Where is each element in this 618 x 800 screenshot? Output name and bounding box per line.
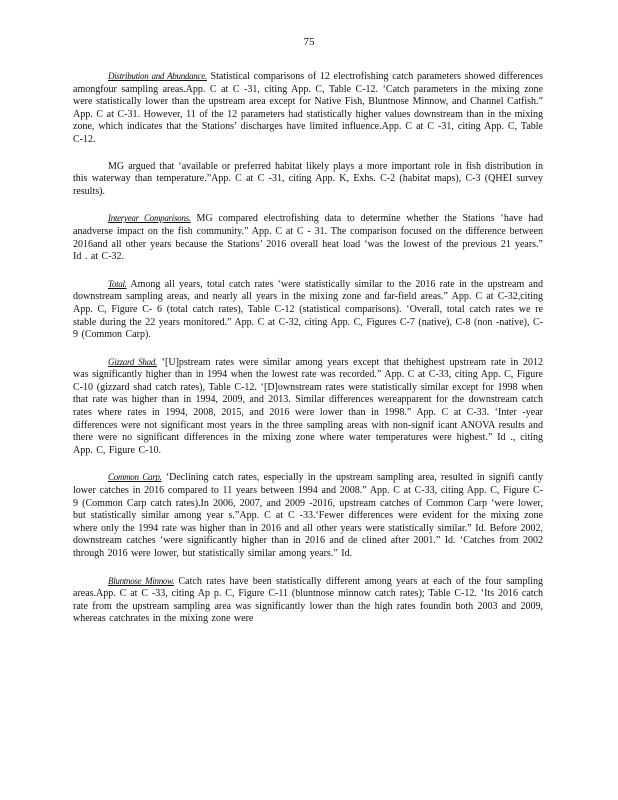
- paragraph-text: MG argued that ‘available or preferred habitat likely plays a more important role in fish distribution in this waterway than temperature.”App. C at C -31, citing App. K, Exhs. C-2 (habitat maps), C-3 (QHEI survey results).: [73, 160, 543, 197]
- paragraph-distribution-abundance: [73, 70, 543, 147]
- paragraph-text: ‘Declining catch rates, especially in the upstream sampling area, resulted in signifi cantly lower catches in 2016 compared to 11 years between 1994 and 2008.” App. C at C-33, citing App. C, Figure C-9 (Common Carp catch rates).In 2006, 2007, and 2009 -2016, upstream catches of Common Carp ‘were lower, but statistically similar among year s.”App. C at C -33.‘Fewer differences were evident for the mixing zone where only the 1994 rate was higher than in 2016 and all other years were statistically similar.” Id. Before 2002, downstream catches ‘were significantly higher than in 2016 and de clined after 2001.” Id. ‘Catches from 2002 through 2016 were lower, but statistically similar among years.” Id.: [73, 472, 543, 559]
- page-body: [73, 70, 543, 640]
- paragraph-habitat-argument: [73, 161, 543, 199]
- section-heading: Total.: [108, 278, 127, 289]
- section-heading: Interyear Comparisons.: [108, 213, 191, 224]
- paragraph-text: Catch rates have been statistically different among years at each of the four sampling areas.App. C at C -33, citing Ap p. C, Figure C-11 (bluntnose minnow catch rates); Table C-12. ‘Its 2016 catch rate from the upstream sampling area was significantly lower than the high rates foundin both 2003 and 2009, whereas catchrates in the mixing zone were: [73, 575, 544, 625]
- paragraph-text: Among all years, total catch rates ‘were statistically similar to the 2016 rate in the upstream and downstream sampling areas, and nearly all years in the mixing zone and far-field areas.” App. C at C-32,citing App. C, Figure C- 6 (total catch rates), Table C-12 (statistical comparisons). ‘Overall, total catch rates we re stable during the 22 years monitored.” App. C at C-32, citing App. C, Figures C-7 (native), C-8 (non -native), C-9 (Common Carp).: [73, 278, 543, 341]
- page-number: 75: [303, 36, 315, 48]
- paragraph-common-carp: [73, 471, 543, 560]
- section-heading: Distribution and Abundance.: [108, 71, 207, 81]
- paragraph-gizzard-shad: [73, 356, 543, 458]
- paragraph-bluntnose-minnow: [73, 575, 543, 626]
- paragraph-text: MG compared electrofishing data to determine whether the Stations ‘have had anadverse impact on the fish community.” App. C at C - 31. The comparison focused on the difference between 2016and all other years because the Stations’ 2016 overall heat load ‘was the lowest of the previous 21 years.” Id . at C-32.: [73, 213, 543, 263]
- paragraph-text: ‘[U]pstream rates were similar among years except that thehighest upstream rate in 2012 was significantly higher than in 1994 when the lowest rate was recorded.” App. C at C-33, citing App. C, Figure C-10 (gizzard shad catch rates), Table C-12. ‘[D]ownstream rates were statistically similar except for 1998 when that rate was higher than in 1994, 2009, and 2013. Similar differences wereapparent for the downstream catch rates where rates in 1994, 2008, 2015, and 2016 were lower than in 1998.” App. C at C-33. ‘Inter -year differences were not significant most years in the three sampling areas with non-signif icant ANOVA results and there were no significant differences in the mixing zone where water temperatures were highest.” Id ., citing App. C, Figure C-10.: [73, 356, 543, 456]
- section-heading: Gizzard Shad.: [108, 356, 157, 367]
- section-heading: Common Carp.: [108, 472, 162, 483]
- paragraph-total: [73, 278, 543, 342]
- paragraph-text: Statistical comparisons of 12 electrofishing catch parameters showed differences amongfour sampling areas.App. C at C -31, citing App. C, Table C-12. ‘Catch parameters in the mixing zone were statistically lower than the upstream area except for Native Fish, Bluntnose Minnow, and Channel Catfish.” App. C at C-31. However, 11 of the 12 parameters had statistically higher values downstream than in the mixing zone, which indicates that the Stations’ discharges have limited influence.App. C at C -31, citing App. C, Table C-12.: [73, 71, 543, 145]
- section-heading: Bluntnose Minnow.: [108, 575, 175, 586]
- paragraph-interyear-comparisons: [73, 212, 543, 263]
